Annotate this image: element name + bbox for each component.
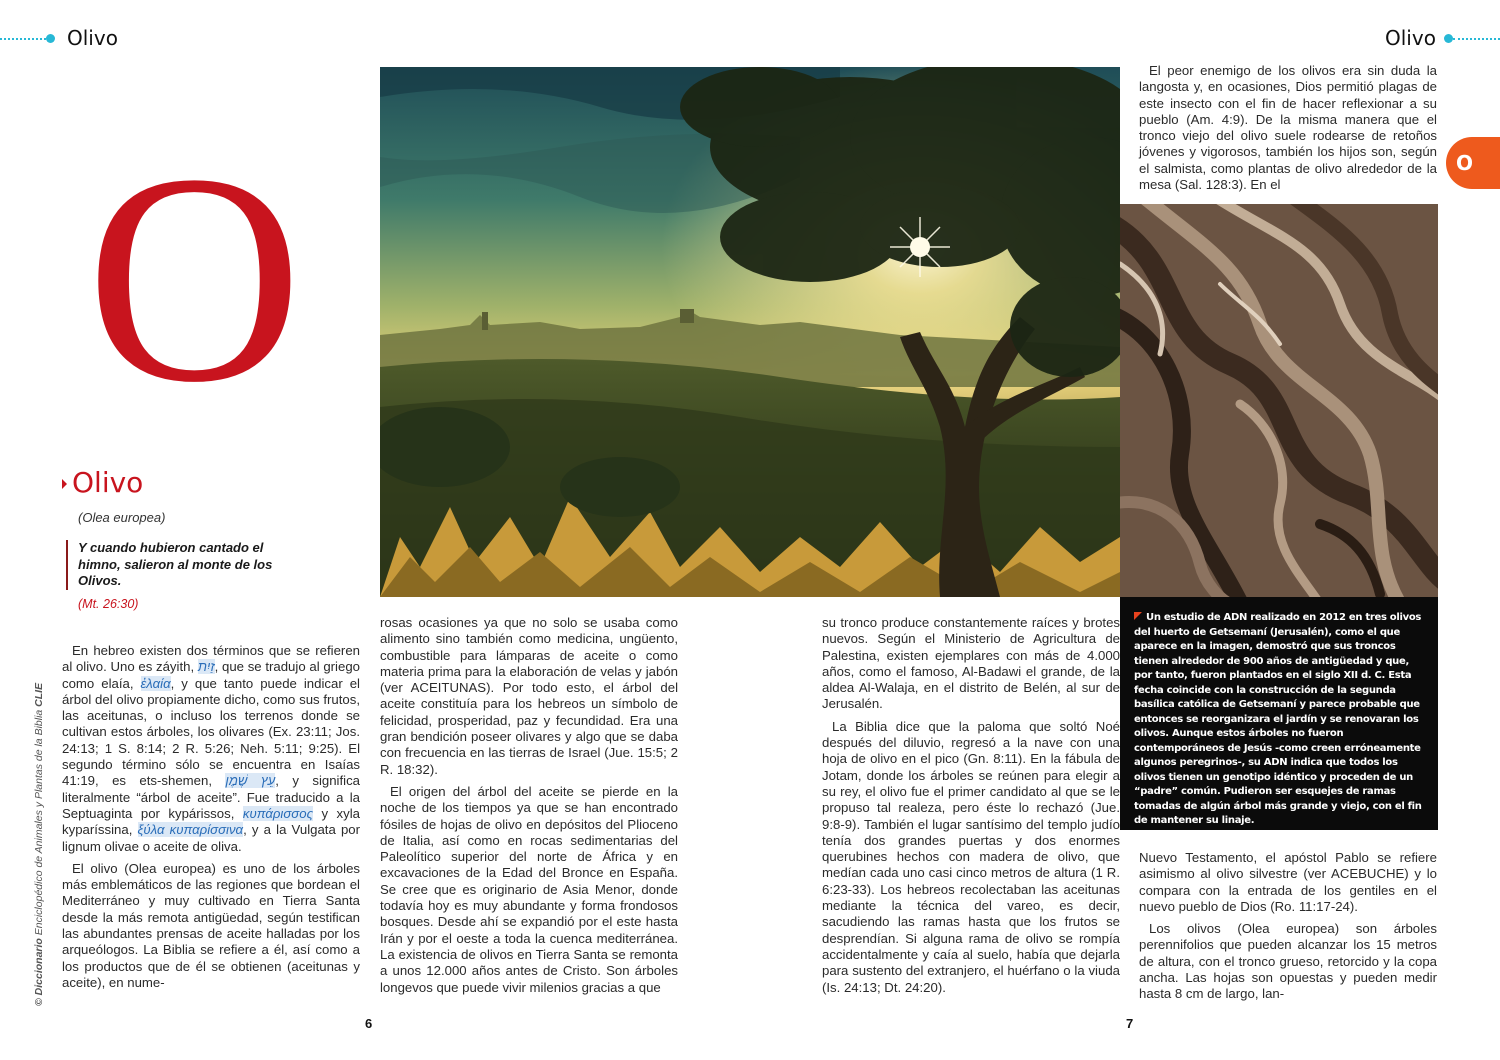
credit-middle: Enciclopédico de Animales y Plantas de la Biblia xyxy=(33,706,45,939)
paragraph: Nuevo Testamento, el apóstol Pablo se refiere asimismo al olivo silvestre (ver ACEBUCHE) y lo compara con la entrada de los gentiles en el nuevo pueblo de Dios (Ro. 11:17-24). xyxy=(1139,850,1437,914)
alphabet-tab-o[interactable]: O xyxy=(1446,137,1500,189)
text-column-3 xyxy=(822,615,1120,1002)
text-column-4-bottom xyxy=(1139,850,1437,1009)
text-column-2 xyxy=(380,615,678,1002)
paragraph: En hebreo existen dos términos que se refieren al olivo. Uno es záyith, זַיִת, que se tradujo al griego como elaía, ἐλαία, y que tanto puede indicar el árbol del olivo propiamente dicho, como sus frutos, las aceitunas, o incluso los terrenos donde se cultivan estos árboles, los olivares (Ex. 23:11; Jos. 24:13; 1 S. 8:14; 2 R. 5:26; Neh. 5:11; 9:25). El segundo término sólo se encuentra en Isaías 41:19, es ets-shemen, עֵץ שֶׁמֶן, y significa literalmente “árbol de aceite”. Fue traducido a la Septuaginta por kypárissos, κυπάρισσος y xyla kyparíssina, ξύλα κυπαρίσσινα, y a la Vulgata por lignum olivae o aceite de oliva. xyxy=(62,643,360,854)
greek-term-link[interactable]: ἐλαία xyxy=(140,675,171,691)
epigraph-reference: (Mt. 26:30) xyxy=(78,597,139,611)
olive-trunk-closeup-photo xyxy=(1120,204,1438,597)
running-head-right: Olivo xyxy=(1385,26,1436,50)
latin-name: (Olea europea) xyxy=(78,510,166,525)
epigraph-quote: Y cuando hubieron cantado el himno, salieron al monte de los Olivos. xyxy=(66,540,296,590)
hebrew-term-link[interactable]: עֵץ שֶׁמֶן xyxy=(225,773,276,789)
text-column-4-top xyxy=(1139,63,1437,199)
paragraph: El origen del árbol del aceite se pierde en la noche de los tiempos ya que se han encontrado fósiles de hojas de olivo en depósitos del Plioceno de Italia, así como en rocas sedimentarias del Paleolítico superior del norte de África y en excavaciones de la Edad del Bronce en España. Se cree que es originario de Asia Menor, donde todavía hoy es muy abundante y forma frondosos bosques. Desde ahí se expandió por el este hasta Irán y por el oeste a toda la cuenca mediterránea. La existencia de olivos en Tierra Santa se remonta a unos 12.000 años antes de Cristo. Son árboles longevos que puede vivir milenios gracias a que xyxy=(380,783,678,995)
paragraph: Los olivos (Olea europea) son árboles perennifolios que pueden alcanzar los 15 metros de altura, con el tronco grueso, retorcido y la copa ancha. Las hojas son opuestas y pueden medir hasta 8 cm de largo, lan- xyxy=(1139,921,1437,1002)
text-column-1 xyxy=(62,643,360,997)
paragraph: El peor enemigo de los olivos era sin duda la langosta y, en ocasiones, Dios permitió plagas de este insecto con el fin de hacer reflexionar a su pueblo (Am. 4:9). De la misma manera que el tronco viejo del olivo suele rodearse de retoños jóvenes y vigorosos, también los hijos son, según el salmista, como plantas de olivo alrededor de la mesa (Sal. 128:3). En el xyxy=(1139,63,1437,193)
entry-title-text: Olivo xyxy=(72,466,144,499)
credit-brand: CLIE xyxy=(33,682,45,707)
paragraph: rosas ocasiones ya que no solo se usaba como alimento sino también como medicina, ungüento, combustible para lámparas de aceite o como materia prima para la elaboración de velas y jabón (ver ACEITUNAS). Por todo esto, el árbol del aceite constituía para los hebreos un símbolo de felicidad, prosperidad, paz y fecundidad. Era una gran bendición poseer olivares y algo que se daba con frecuencia en las tierras de Israel (Jue. 15:5; 2 R. 18:32). xyxy=(380,615,678,777)
side-credit xyxy=(33,666,45,1006)
photo-caption-text: Un estudio de ADN realizado en 2012 en tres olivos del huerto de Getsemaní (Jerusalén), como el que aparece en la imagen, demostró que sus troncos tienen alrededor de 900 años de antigüedad y que, por tanto, fueron plantados en el siglo XII d. C. Esta fecha coincide con la construcción de la segunda basílica católica de Getsemaní y parece probable que entonces se reorganizara el jardín y se renovaran los olivos. Aunque estos árboles no fueron contemporáneos de Jesús -como creen erróneamente algunos peregrinos-, su ADN indica que todos los olivos tienen un genotipo idéntico y proceden de un “padre” común. Pudieron ser esquejes de ramas tomadas de algún árbol más grande y viejo, con el fin de mantener su linaje. xyxy=(1134,612,1422,826)
hebrew-term-link[interactable]: זַיִת xyxy=(197,659,215,675)
greek-term-link[interactable]: ξύλα κυπαρίσσινα xyxy=(137,822,244,838)
credit-prefix: © Diccionario xyxy=(33,938,45,1006)
page-number-left: 6 xyxy=(365,1016,373,1031)
running-head-left: Olivo xyxy=(67,26,118,50)
running-head-left-dot xyxy=(46,34,55,43)
running-head-left-dots xyxy=(0,38,46,40)
page-number-right: 7 xyxy=(1126,1016,1134,1031)
paragraph: La Biblia dice que la paloma que soltó Noé después del diluvio, regresó a la nave con una hoja de olivo en el pico (Gn. 8:11). En la fábula de Jotam, donde los árboles se reúnen para elegir a su rey, el olivo fue el primer candidato al que se le propuso tal realeza, pero éste lo rechazó (Jue. 9:8-9). También el lugar santísimo del templo judío tenía dos grandes puertas y dos enormes querubines hechos con madera de olivo, que medían cada uno casi cinco metros de altura (1 R. 6:23-33). Los hebreos recolectaban las aceitunas mediante la técnica del vareo, es decir, sacudiendo las ramas hasta que los frutos se desprendían. Si alguna rama de olivo se rompía accidentalmente y caía al suelo, había que dejarla para sustento del extranjero, el huérfano o la viuda (Is. 24:13; Dt. 24:20). xyxy=(822,718,1120,995)
entry-title xyxy=(62,466,143,499)
running-head-right-dots xyxy=(1453,38,1500,40)
paragraph: El olivo (Olea europea) es uno de los árboles más emblemáticos de las regiones que bordean el Mediterráneo y muy cultivado en Tierra Santa desde la más remota antigüedad, según testifican las abundantes prensas de aceite halladas por los arqueólogos. La Biblia se refiere a él, así como a los productos que de él se obtienen (aceitunas y aceite), en nume- xyxy=(62,860,360,990)
olive-tree-jerusalem-photo xyxy=(380,67,1120,597)
greek-term-link[interactable]: κυπάρισσος xyxy=(242,805,313,821)
caption-marker-icon xyxy=(1134,612,1142,620)
photo-caption-box xyxy=(1120,597,1438,830)
drop-letter: O xyxy=(86,112,299,444)
title-marker-icon xyxy=(62,479,67,489)
running-head-right-dot xyxy=(1444,34,1453,43)
paragraph: su tronco produce constantemente raíces y brotes nuevos. Según el Ministerio de Agricultura de Palestina, existen ejemplares con más de 4.000 años, como el famoso, Al-Badawi el grande, de la aldea Al-Walaja, en el distrito de Belén, al sur de Jerusalén. xyxy=(822,615,1120,712)
